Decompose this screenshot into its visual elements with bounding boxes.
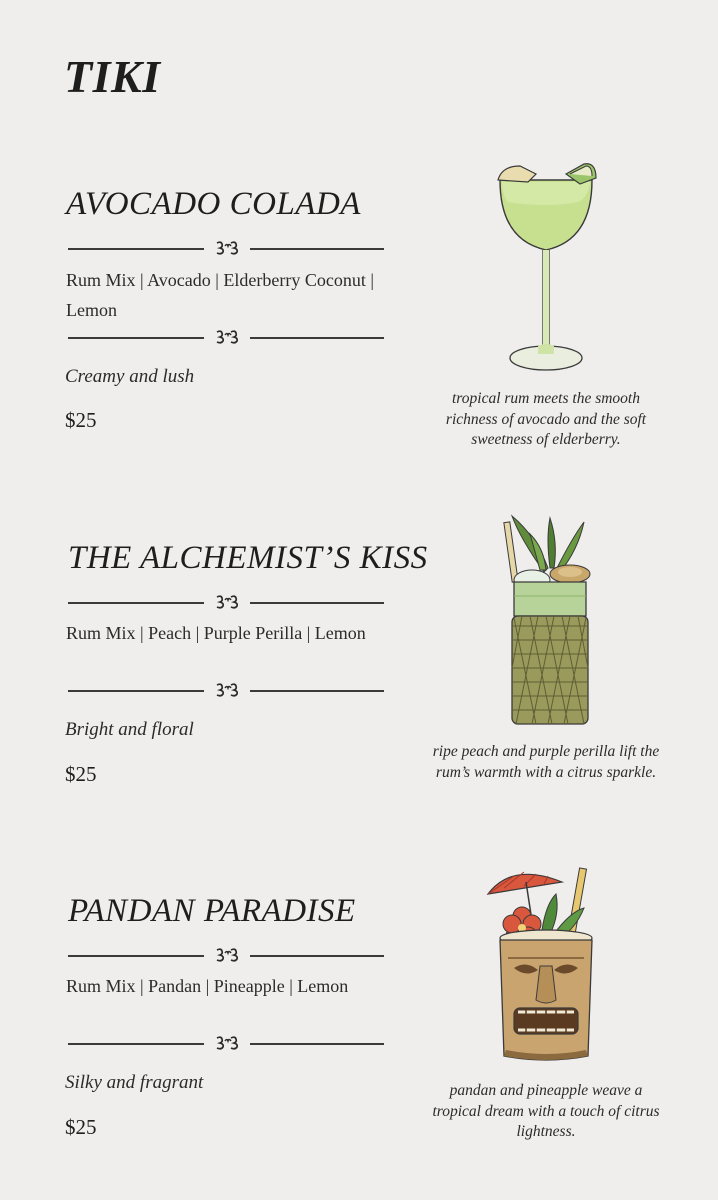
divider (68, 1033, 384, 1053)
woven-highball-cocktail-icon (500, 508, 600, 730)
divider (68, 592, 384, 612)
menu-item-pandan-paradise (0, 893, 718, 1200)
ornament-icon (214, 238, 240, 258)
item-ingredients: Rum Mix | Peach | Purple Perilla | Lemon (66, 623, 366, 643)
divider (68, 238, 384, 258)
ornament-icon (214, 592, 240, 612)
item-name: THE ALCHEMIST’S KISS (68, 540, 428, 576)
item-description: ripe peach and purple perilla lift the rum’s warmth with a citrus sparkle. (432, 743, 660, 781)
tiki-mug-cocktail-icon (484, 860, 600, 1070)
item-ingredients: Rum Mix | Pandan | Pineapple | Lemon (66, 976, 349, 996)
item-name: PANDAN PARADISE (68, 893, 356, 929)
ornament-icon (214, 1033, 240, 1053)
divider (68, 680, 384, 700)
item-price: $25 (65, 408, 97, 432)
ornament-icon (214, 327, 240, 347)
divider (68, 945, 384, 965)
item-name: AVOCADO COLADA (66, 186, 361, 222)
divider (68, 327, 384, 347)
section-title: TIKI (64, 51, 161, 102)
menu-item-the-alchemists-kiss (0, 540, 718, 880)
item-ingredients: Rum Mix | Avocado | Elderberry Coconut | Lemon (66, 270, 374, 320)
item-description: tropical rum meets the smooth richness of avocado and the soft sweetness of elderberry. (445, 390, 647, 448)
item-tagline: Bright and floral (65, 719, 194, 740)
item-tagline: Silky and fragrant (65, 1072, 204, 1093)
coupe-glass-green-cocktail-icon (488, 158, 606, 380)
item-tagline: Creamy and lush (65, 366, 195, 387)
item-price: $25 (65, 762, 97, 786)
ornament-icon (214, 680, 240, 700)
item-price: $25 (65, 1115, 97, 1139)
item-description: pandan and pineapple weave a tropical dream with a touch of citrus lightness. (432, 1082, 660, 1140)
menu-item-avocado-colada (0, 186, 718, 526)
ornament-icon (214, 945, 240, 965)
